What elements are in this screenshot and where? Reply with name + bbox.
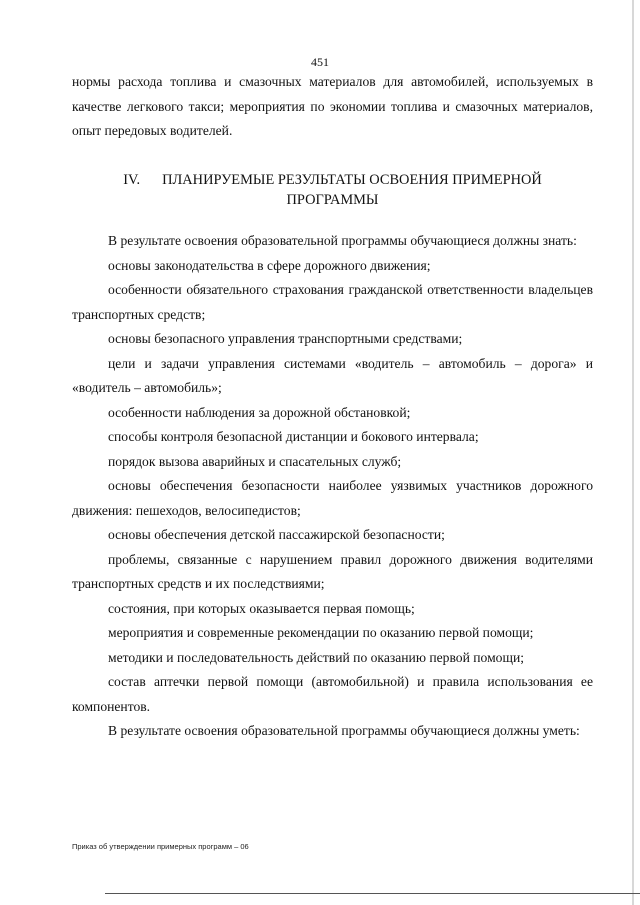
know-item: основы законодательства в сфере дорожного движения; bbox=[108, 257, 431, 273]
intro-block bbox=[72, 70, 593, 144]
know-item: особенности обязательного страхования гражданской ответственности владельцев транспортных средств; bbox=[72, 282, 593, 322]
section-title-line1: ПЛАНИРУЕМЫЕ РЕЗУЛЬТАТЫ ОСВОЕНИЯ ПРИМЕРНОЙ bbox=[162, 172, 542, 188]
know-item: основы обеспечения безопасности наиболее уязвимых участников дорожного движения: пешеходов, велосипедистов; bbox=[72, 478, 593, 518]
know-item: состав аптечки первой помощи (автомобильной) и правила использования ее компонентов. bbox=[72, 674, 593, 714]
know-item: основы обеспечения детской пассажирской безопасности; bbox=[108, 527, 445, 542]
know-item: проблемы, связанные с нарушением правил дорожного движения водителями транспортных средств и их последствиями; bbox=[72, 551, 593, 591]
page-number: 451 bbox=[311, 55, 329, 69]
know-item: мероприятия и современные рекомендации по оказанию первой помощи; bbox=[108, 625, 534, 640]
know-item: порядок вызова аварийных и спасательных служб; bbox=[108, 453, 402, 469]
section-heading-line1 bbox=[72, 170, 593, 190]
bottom-rule bbox=[105, 893, 640, 894]
know-item: состояния, при которых оказывается первая помощь; bbox=[108, 600, 415, 616]
can-lead-paragraph: В результате освоения образовательной программы обучающиеся должны уметь: bbox=[108, 723, 580, 738]
know-item: способы контроля безопасной дистанции и бокового интервала; bbox=[108, 429, 479, 444]
know-item: основы безопасного управления транспортными средствами; bbox=[108, 331, 463, 346]
know-item: особенности наблюдения за дорожной обстановкой; bbox=[108, 404, 411, 420]
section-title-line2: ПРОГРАММЫ bbox=[286, 192, 379, 208]
know-block bbox=[72, 229, 593, 744]
scan-edge-shadow bbox=[632, 0, 634, 905]
footer-note: Приказ об утверждении примерных программ – 06 bbox=[72, 842, 249, 851]
know-lead-paragraph: В результате освоения образовательной программы обучающиеся должны знать: bbox=[108, 233, 577, 248]
section-number: IV. bbox=[123, 172, 141, 188]
intro-paragraph: нормы расхода топлива и смазочных материалов для автомобилей, используемых в качестве легкового такси; мероприятия по экономии топлива и смазочных материалов, опыт передовых водителей. bbox=[72, 74, 593, 138]
know-item: методики и последовательность действий по оказанию первой помощи; bbox=[108, 649, 525, 665]
section-heading bbox=[72, 170, 593, 210]
know-item: цели и задачи управления системами «водитель – автомобиль – дорога» и «водитель – автомобиль»; bbox=[72, 355, 593, 395]
